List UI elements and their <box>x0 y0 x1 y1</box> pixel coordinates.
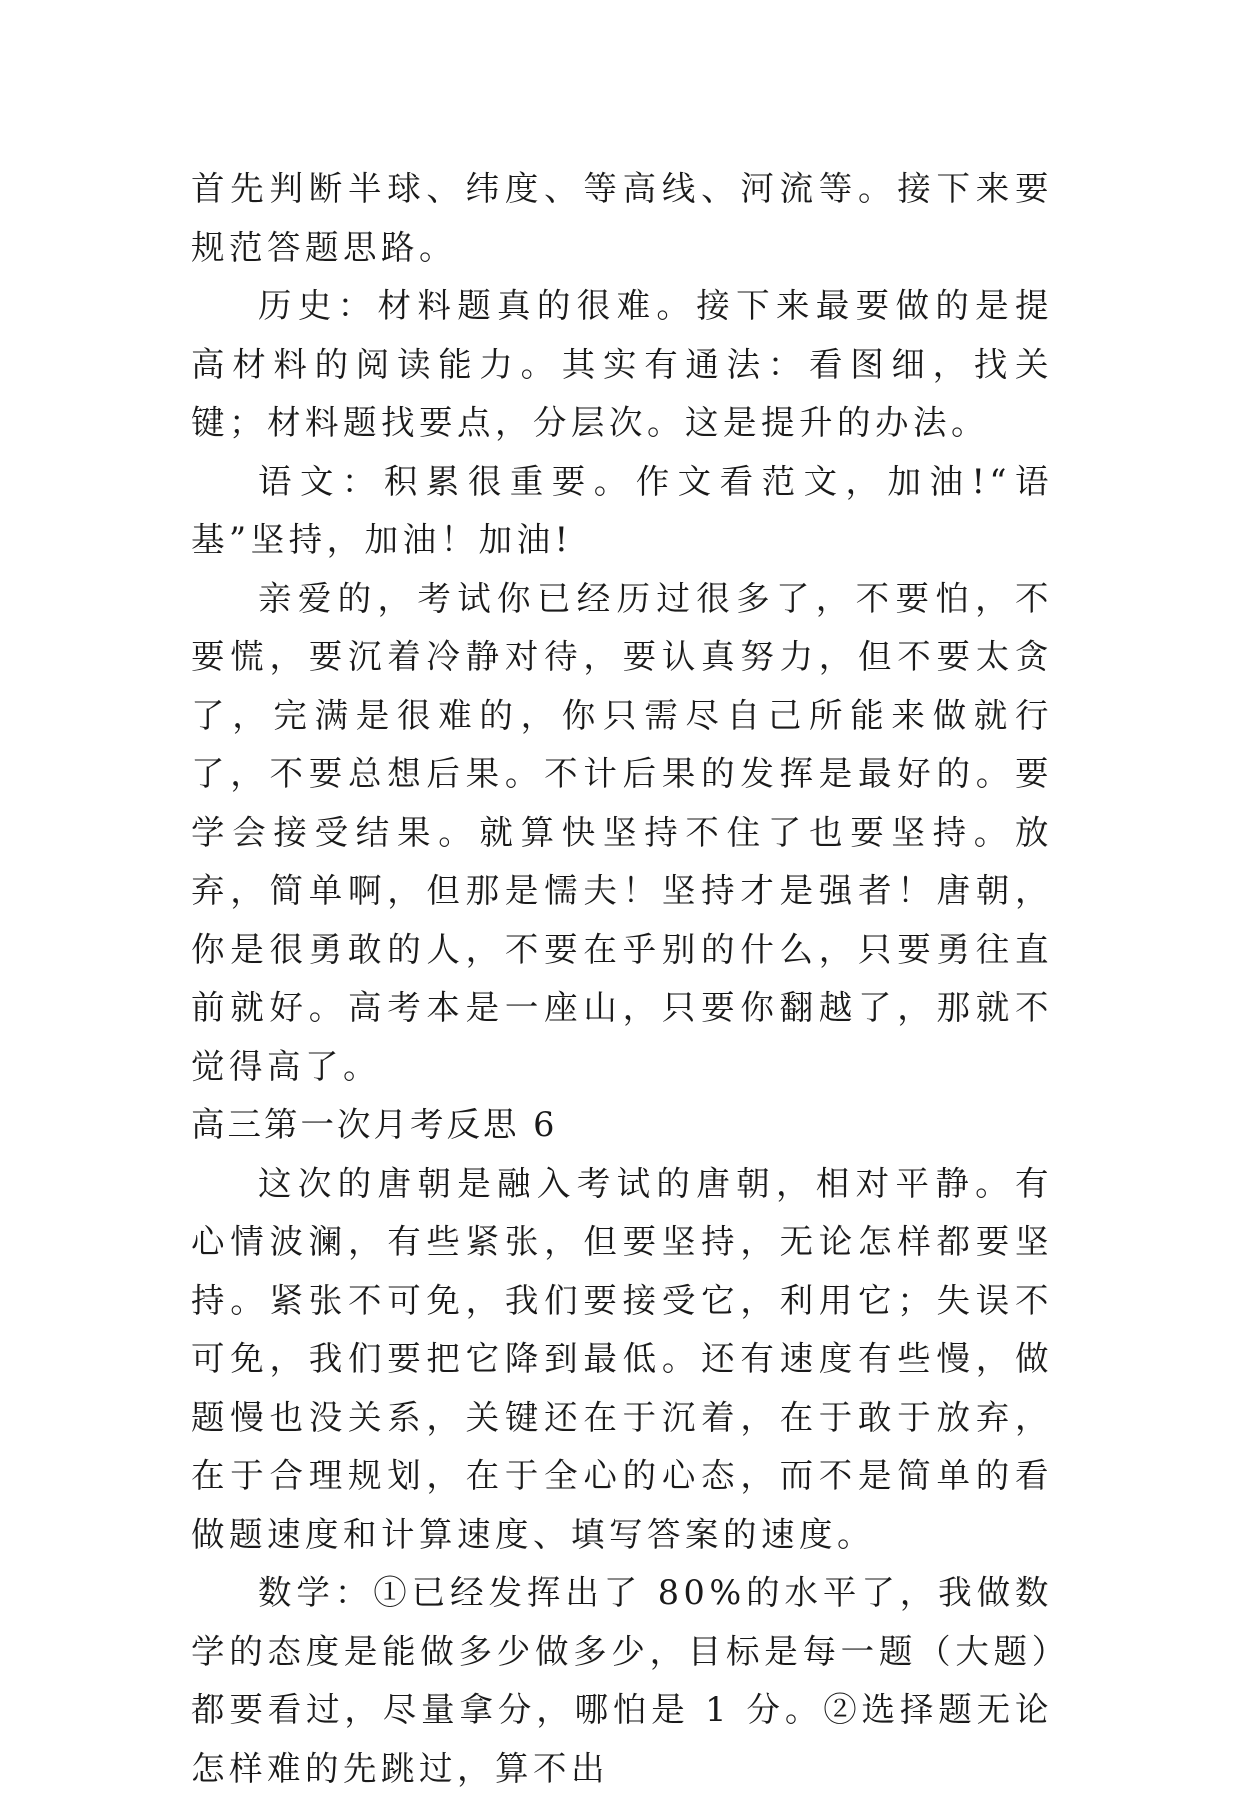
paragraph-math: 数学：①已经发挥出了 80%的水平了，我做数学的态度是能做多少做多少，目标是每一题（大题）都要看过，尽量拿分，哪怕是 1 分。②选择题无论怎样难的先跳过，算不出 <box>191 1573 1053 1788</box>
paragraph-chinese: 语文：积累很重要。作文看范文，加油!“语基”坚持，加油！加油! <box>191 461 1053 559</box>
paragraph-history: 历史：材料题真的很难。接下来最要做的是提高材料的阅读能力。其实有通法：看图细，找关键；材料题找要点，分层次。这是提升的办法。 <box>191 286 1053 442</box>
document-body <box>191 160 1053 1798</box>
paragraph-reflection: 这次的唐朝是融入考试的唐朝，相对平静。有心情波澜，有些紧张，但要坚持，无论怎样都要坚持。紧张不可免，我们要接受它，利用它；失误不可免，我们要把它降到最低。还有速度有些慢，做题慢也没关系，关键还在于沉着，在于敢于放弃，在于合理规划，在于全心的心态，而不是简单的看做题速度和计算速度、填写答案的速度。 <box>191 1163 1053 1554</box>
section-heading: 高三第一次月考反思 6 <box>191 1105 558 1144</box>
paragraph-encouragement: 亲爱的，考试你已经历过很多了，不要怕，不要慌，要沉着冷静对待，要认真努力，但不要太贪了，完满是很难的，你只需尽自己所能来做就行了，不要总想后果。不计后果的发挥是最好的。要学会接受结果。就算快坚持不住了也要坚持。放弃，简单啊，但那是懦夫！坚持才是强者！唐朝，你是很勇敢的人，不要在乎别的什么，只要勇往直前就好。高考本是一座山，只要你翻越了，那就不觉得高了。 <box>191 578 1053 1086</box>
paragraph-geography-tail: 首先判断半球、纬度、等高线、河流等。接下来要规范答题思路。 <box>191 169 1053 267</box>
